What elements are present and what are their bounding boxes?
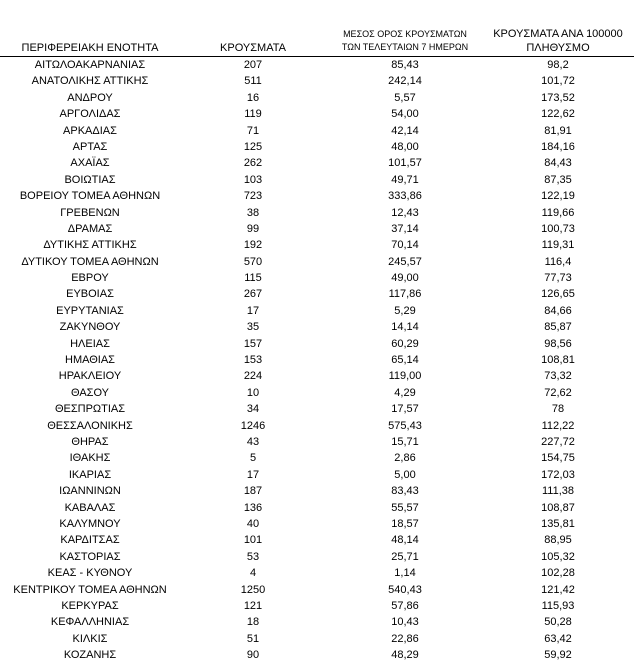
cell-region: ΚΑΒΑΛΑΣ: [64, 501, 116, 514]
table-row: [0, 532, 634, 548]
table-row: [0, 516, 634, 532]
cell-cases-per-100k: 84,66: [544, 304, 572, 317]
cell-cases: 103: [243, 173, 263, 186]
cell-cases: 723: [243, 190, 263, 203]
cell-cases: 51: [246, 632, 260, 645]
cell-7day-average: 5,29: [394, 304, 416, 317]
cell-7day-average: 15,71: [391, 435, 419, 448]
cell-cases-per-100k: 72,62: [544, 386, 572, 399]
cell-region: ΘΗΡΑΣ: [71, 435, 109, 448]
cell-cases: 4: [249, 567, 257, 580]
cell-cases-per-100k: 184,16: [541, 140, 575, 153]
cell-7day-average: 1,14: [394, 567, 416, 580]
cell-region: ΘΑΣΟΥ: [70, 386, 110, 399]
cell-7day-average: 70,14: [391, 239, 419, 252]
cell-cases: 207: [243, 59, 263, 71]
cell-7day-average: 17,57: [391, 403, 419, 416]
cell-cases: 119: [244, 108, 262, 121]
cell-7day-average: 575,43: [388, 419, 422, 432]
cell-7day-average: 4,29: [394, 386, 416, 399]
cell-7day-average: 37,14: [391, 222, 419, 235]
cell-region: ΑΝΔΡΟΥ: [67, 91, 113, 104]
table-row: [0, 467, 634, 483]
cell-cases-per-100k: 126,65: [541, 288, 575, 301]
cell-cases-per-100k: 101,72: [541, 75, 575, 88]
cell-cases: 71: [246, 124, 260, 137]
cell-region: ΚΑΣΤΟΡΙΑΣ: [59, 550, 121, 563]
cell-cases-per-100k: 108,87: [541, 501, 575, 514]
cell-7day-average: 101,57: [388, 157, 422, 170]
cell-7day-average: 42,14: [391, 124, 419, 137]
table-row: [0, 139, 634, 155]
cell-cases-per-100k: 73,32: [544, 370, 572, 383]
table-row: [0, 352, 634, 368]
table-row: [0, 286, 634, 302]
cell-cases: 136: [243, 501, 263, 514]
cell-region: ΑΡΚΑΔΙΑΣ: [63, 124, 117, 137]
cell-region: ΔΡΑΜΑΣ: [67, 222, 113, 235]
table-row: [0, 172, 634, 188]
cell-cases-per-100k: 173,52: [541, 91, 575, 104]
cell-region: ΑΡΓΟΛΙΔΑΣ: [59, 108, 121, 121]
cell-region: ΒΟΙΩΤΙΑΣ: [64, 173, 116, 186]
cell-7day-average: 5,57: [394, 91, 416, 104]
cell-region: ΚΙΛΚΙΣ: [72, 632, 108, 645]
header-cases-per-100k-line1: ΚΡΟΥΣΜΑΤΑ ΑΝΑ 100000: [493, 28, 623, 40]
cell-7day-average: 48,29: [391, 649, 419, 662]
cell-region: ΕΥΡΥΤΑΝΙΑΣ: [56, 304, 124, 317]
cell-region: ΚΑΛΥΜΝΟΥ: [59, 517, 121, 530]
table-body: [0, 57, 634, 663]
table-row: [0, 57, 634, 73]
cell-cases-per-100k: 111,38: [541, 485, 574, 498]
cell-cases: 192: [243, 239, 263, 252]
table-row: [0, 385, 634, 401]
header-region: ΠΕΡΙΦΕΡΕΙΑΚΗ ΕΝΟΤΗΤΑ: [21, 42, 159, 54]
table-row: [0, 434, 634, 450]
table-row: [0, 336, 634, 352]
cell-7day-average: 60,29: [391, 337, 419, 350]
cell-cases: 5: [249, 452, 257, 465]
table-row: [0, 237, 634, 253]
cell-cases-per-100k: 119,66: [541, 206, 575, 219]
table-row: [0, 647, 634, 663]
cell-region: ΙΩΑΝΝΙΝΩΝ: [59, 485, 121, 498]
header-7day-average: [330, 28, 480, 54]
cell-7day-average: 2,86: [394, 452, 416, 465]
cell-region: ΖΑΚΥΝΘΟΥ: [59, 321, 121, 334]
table-row: [0, 303, 634, 319]
cell-cases: 43: [246, 435, 260, 448]
cell-cases-per-100k: 50,28: [544, 616, 572, 629]
cell-7day-average: 85,43: [391, 59, 419, 71]
cell-cases-per-100k: 115,93: [541, 599, 575, 612]
cell-7day-average: 57,86: [391, 599, 419, 612]
table-row: [0, 418, 634, 434]
cell-7day-average: 5,00: [394, 468, 416, 481]
cell-region: ΔΥΤΙΚΗΣ ΑΤΤΙΚΗΣ: [43, 239, 137, 252]
cell-cases: 1250: [240, 583, 266, 596]
cell-cases: 570: [243, 255, 263, 268]
table-row: [0, 631, 634, 647]
table-row: [0, 254, 634, 270]
cell-7day-average: 12,43: [391, 206, 419, 219]
cell-7day-average: 55,57: [391, 501, 419, 514]
cell-cases-per-100k: 81,91: [544, 124, 572, 137]
cell-region: ΓΡΕΒΕΝΩΝ: [60, 206, 120, 219]
cell-region: ΔΥΤΙΚΟΥ ΤΟΜΕΑ ΑΘΗΝΩΝ: [21, 255, 159, 268]
cell-cases: 125: [243, 140, 263, 153]
cell-cases-per-100k: 105,32: [541, 550, 575, 563]
cell-cases: 40: [246, 517, 260, 530]
cell-7day-average: 48,14: [391, 534, 419, 547]
table-row: [0, 188, 634, 204]
cell-cases: 90: [246, 649, 260, 662]
cell-cases-per-100k: 85,87: [544, 321, 572, 334]
table-row: [0, 500, 634, 516]
header-7day-average-line1: ΜΕΣΟΣ ΟΡΟΣ ΚΡΟΥΣΜΑΤΩΝ: [343, 29, 467, 39]
table-row: [0, 582, 634, 598]
cell-cases: 157: [243, 337, 263, 350]
cell-cases-per-100k: 122,19: [541, 190, 575, 203]
table-row: [0, 319, 634, 335]
cell-region: ΘΕΣΣΑΛΟΝΙΚΗΣ: [47, 419, 133, 432]
cell-cases-per-100k: 98,56: [544, 337, 572, 350]
cell-cases: 1246: [240, 419, 266, 432]
cell-cases: 17: [246, 468, 260, 481]
cell-cases: 115: [244, 272, 262, 285]
cell-cases-per-100k: 172,03: [541, 468, 575, 481]
cell-cases: 121: [243, 599, 263, 612]
header-7day-average-line2: ΤΩΝ ΤΕΛΕΥΤΑΙΩΝ 7 ΗΜΕΡΩΝ: [341, 42, 469, 52]
cell-7day-average: 18,57: [391, 517, 419, 530]
cell-7day-average: 242,14: [388, 75, 422, 88]
cell-region: ΕΒΡΟΥ: [71, 272, 109, 285]
cell-region: ΚΟΖΑΝΗΣ: [63, 649, 117, 662]
cell-cases-per-100k: 77,73: [544, 272, 572, 285]
table-row: [0, 221, 634, 237]
cell-region: ΚΕΝΤΡΙΚΟΥ ΤΟΜΕΑ ΑΘΗΝΩΝ: [13, 583, 167, 596]
table-row: [0, 90, 634, 106]
table-row: [0, 73, 634, 89]
table-row: [0, 270, 634, 286]
cell-7day-average: 333,86: [388, 190, 422, 203]
cell-region: ΚΑΡΔΙΤΣΑΣ: [60, 534, 120, 547]
cell-region: ΑΡΤΑΣ: [72, 140, 108, 153]
header-cases-per-100k: [482, 27, 634, 55]
cell-cases: 511: [244, 75, 262, 88]
table-row: [0, 106, 634, 122]
cell-region: ΑΝΑΤΟΛΙΚΗΣ ΑΤΤΙΚΗΣ: [31, 75, 149, 88]
cell-region: ΑΧΑΪΑΣ: [70, 157, 110, 170]
cell-7day-average: 117,86: [388, 288, 422, 301]
cell-cases-per-100k: 135,81: [541, 517, 575, 530]
cell-7day-average: 49,00: [391, 272, 419, 285]
cell-cases-per-100k: 59,92: [544, 649, 572, 662]
cell-7day-average: 22,86: [391, 632, 419, 645]
cell-cases-per-100k: 112,22: [541, 419, 575, 432]
cell-cases-per-100k: 78: [551, 403, 565, 416]
cell-cases: 224: [243, 370, 263, 383]
cell-cases: 38: [246, 206, 260, 219]
cell-cases-per-100k: 84,43: [544, 157, 572, 170]
cell-cases-per-100k: 122,62: [541, 108, 575, 121]
cell-7day-average: 245,57: [388, 255, 422, 268]
cell-cases-per-100k: 102,28: [541, 567, 575, 580]
cell-cases-per-100k: 121,42: [541, 583, 575, 596]
table-row: [0, 401, 634, 417]
cell-cases-per-100k: 87,35: [544, 173, 572, 186]
cell-cases-per-100k: 119,31: [541, 239, 575, 252]
cell-region: ΙΘΑΚΗΣ: [69, 452, 111, 465]
cell-cases: 17: [246, 304, 260, 317]
cell-region: ΗΛΕΙΑΣ: [70, 337, 110, 350]
cell-region: ΘΕΣΠΡΩΤΙΑΣ: [54, 403, 126, 416]
cell-7day-average: 65,14: [391, 354, 419, 367]
cell-region: ΑΙΤΩΛΟΑΚΑΡΝΑΝΙΑΣ: [34, 59, 146, 71]
cell-cases: 187: [243, 485, 263, 498]
cell-region: ΚΕΡΚΥΡΑΣ: [61, 599, 119, 612]
cell-cases: 101: [243, 534, 263, 547]
cell-region: ΚΕΦΑΛΛΗΝΙΑΣ: [50, 616, 130, 629]
cell-7day-average: 540,43: [388, 583, 422, 596]
cell-7day-average: 119,00: [388, 370, 422, 383]
cell-7day-average: 54,00: [391, 108, 419, 121]
table-row: [0, 155, 634, 171]
table-row: [0, 549, 634, 565]
cell-cases-per-100k: 227,72: [541, 435, 575, 448]
cell-cases: 35: [246, 321, 260, 334]
cell-7day-average: 10,43: [391, 616, 419, 629]
cell-cases-per-100k: 116,4: [544, 255, 572, 268]
cell-cases: 53: [246, 550, 260, 563]
cell-cases-per-100k: 100,73: [541, 222, 575, 235]
cell-region: ΙΚΑΡΙΑΣ: [68, 468, 112, 481]
cell-7day-average: 83,43: [391, 485, 419, 498]
table-row: [0, 368, 634, 384]
cell-cases: 99: [246, 222, 260, 235]
table-row: [0, 205, 634, 221]
cell-7day-average: 49,71: [391, 173, 419, 186]
header-cases-per-100k-line2: ΠΛΗΘΥΣΜΟ: [526, 42, 590, 54]
cell-cases: 262: [243, 157, 263, 170]
cell-7day-average: 14,14: [391, 321, 419, 334]
table-row: [0, 483, 634, 499]
table-row: [0, 565, 634, 581]
cell-region: ΗΜΑΘΙΑΣ: [65, 354, 115, 367]
cell-region: ΒΟΡΕΙΟΥ ΤΟΜΕΑ ΑΘΗΝΩΝ: [19, 190, 161, 203]
cell-region: ΕΥΒΟΙΑΣ: [66, 288, 114, 301]
cell-cases-per-100k: 108,81: [541, 354, 575, 367]
table-row: [0, 450, 634, 466]
table-row: [0, 598, 634, 614]
cell-cases: 267: [243, 288, 263, 301]
cell-cases-per-100k: 154,75: [541, 452, 575, 465]
table-row: [0, 614, 634, 630]
table-row: [0, 123, 634, 139]
cell-cases: 16: [246, 91, 260, 104]
cell-7day-average: 25,71: [391, 550, 419, 563]
cell-cases-per-100k: 98,2: [547, 59, 569, 71]
cell-cases: 10: [246, 386, 260, 399]
cell-cases-per-100k: 63,42: [544, 632, 572, 645]
cell-cases: 34: [246, 403, 260, 416]
cell-cases-per-100k: 88,95: [544, 534, 572, 547]
cell-region: ΚΕΑΣ - ΚΥΘΝΟΥ: [47, 567, 133, 580]
cell-cases: 153: [243, 354, 263, 367]
header-cases: ΚΡΟΥΣΜΑΤΑ: [220, 42, 286, 54]
cell-7day-average: 48,00: [391, 140, 419, 153]
cell-cases: 18: [246, 616, 260, 629]
cell-region: ΗΡΑΚΛΕΙΟΥ: [58, 370, 122, 383]
